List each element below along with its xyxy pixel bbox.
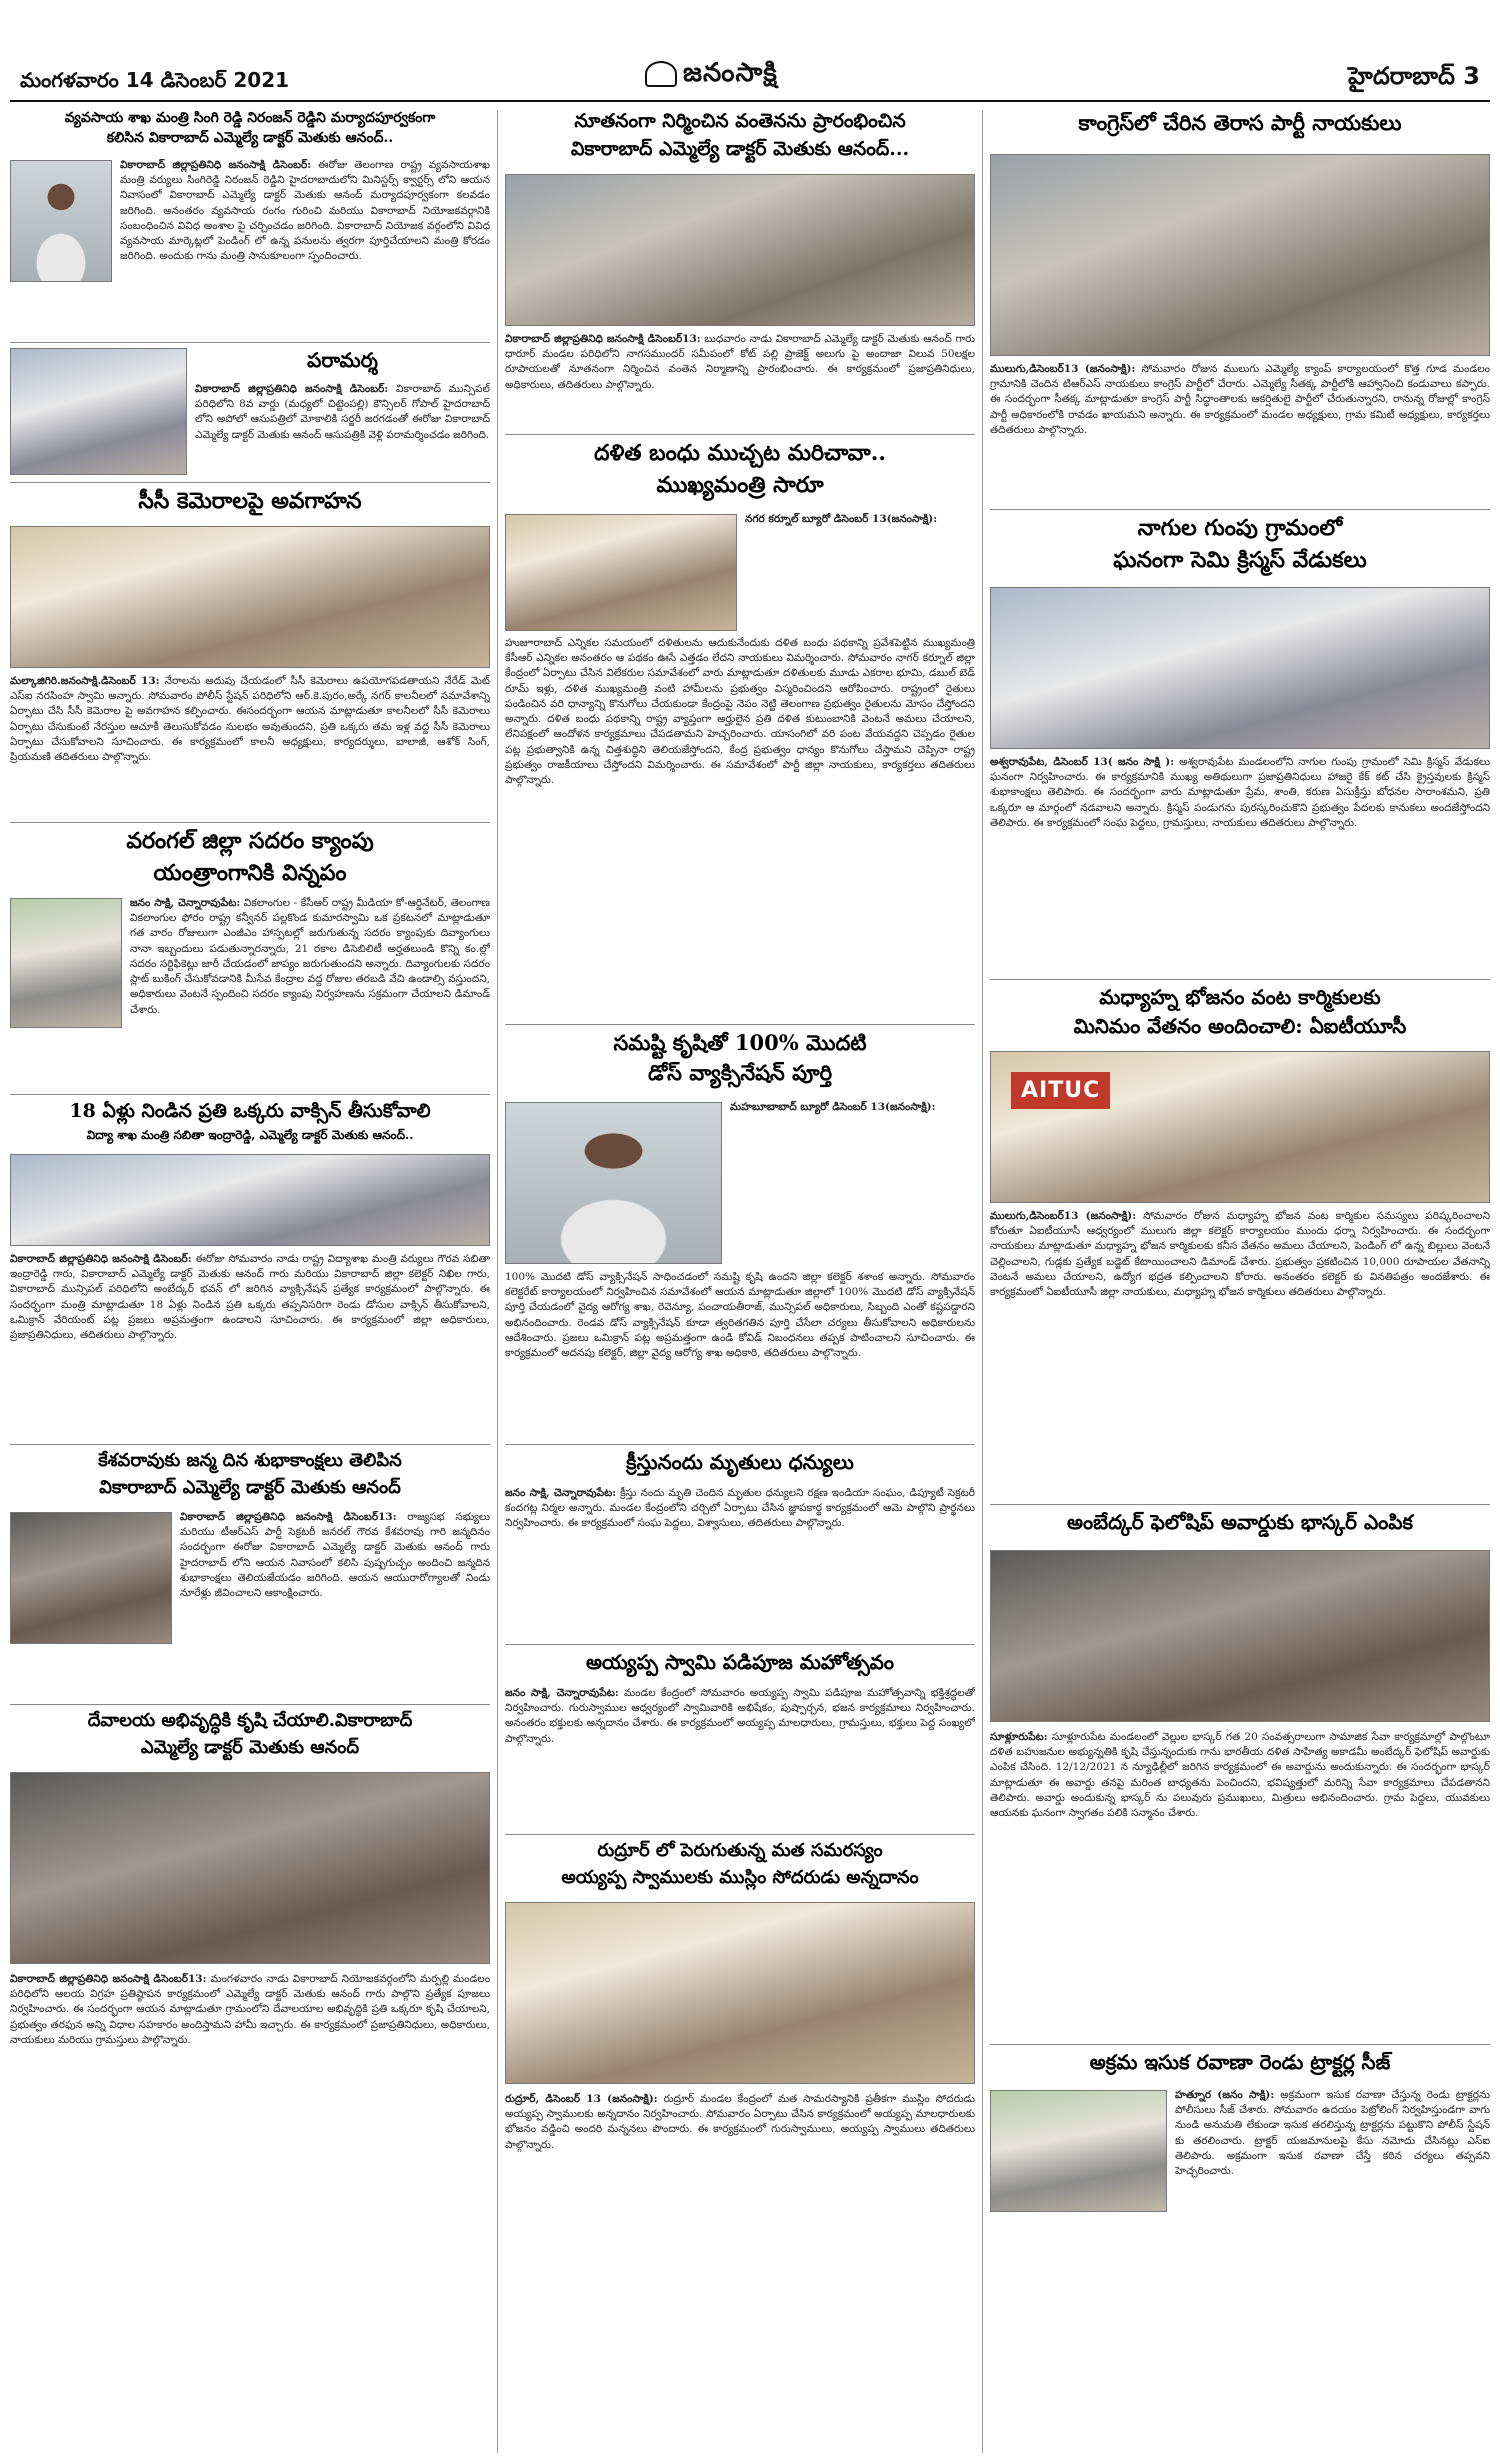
article-title-line2: మినిమం వేతనం అందించాలి: ఏఐటీయూసీ — [1073, 1014, 1407, 1038]
article-semi-christmas — [990, 515, 1490, 975]
article-text: మంగళవారం నాడు వికారాబాద్ నియోజకవర్గంలోని మర్పల్లి మండలం పరిధిలోని ఆలయ విగ్రహ ప్రతిష్ఠాపన కార్యక్రమంలో ఎమ్మెల్యే డాక్టర్ మెతుకు ఆనంద్ గారు పాల్గొని ప్రత్యేక పూజలు నిర్వహించారు. ఈ సందర్భంగా ఆయన మాట్లాడుతూ గ్రామంలోని దేవాలయాల అభివృద్ధికి ప్రతి ఒక్కరూ కృషి చేయాలని, ప్రభుత్వం తరఫున అన్ని విధాల సహకారం అందిస్తామని హామీ ఇచ్చారు. ఈ కార్యక్రమంలో ప్రజాప్రతినిధులు, అధికారులు, నాయకులు మరియు గ్రామస్తులు పాల్గొన్నారు. — [10, 1973, 490, 2046]
article-title-line1: దళిత బంధు ముచ్చట మరిచావా.. — [593, 440, 887, 466]
article-title-line1: సమష్టి కృషితో 100% మొదటి — [613, 1030, 867, 1055]
article-body — [1175, 2088, 1490, 2268]
article-cc-cameras — [10, 488, 490, 818]
page-number: 3 — [1463, 62, 1480, 90]
column-right — [990, 110, 1490, 2453]
dateline: ములుగు,డిసెంబర్13 (జనంసాక్షి): — [990, 363, 1136, 375]
article-body — [505, 2092, 975, 2212]
article-text: అక్రమంగా ఇసుక రవాణా చేస్తున్న రెండు ట్రాక్టర్లను పోలీసులు సీజ్ చేశారు. సోమవారం ఉదయం పెట్రోలింగ్ నిర్వహిస్తుండగా వాగు నుండి అనుమతి లేకుండా ఇసుక తరలిస్తున్న ట్రాక్టర్లను పట్టుకొని పోలీస్ స్టేషన్ కు తరలించారు. ట్రాక్టర్ యజమానులపై కేసు నమోదు చేసినట్లు ఎస్ఐ తెలిపారు. అక్రమంగా ఇసుక రవాణా చేస్తే కఠిన చర్యలు తప్పవని హెచ్చరించారు. — [1175, 2089, 1490, 2178]
article-text: సోమవారం రోజున మధ్యాహ్న భోజన వంట కార్మికుల సమస్యలు పరిష్కరించాలని కోరుతూ ఏఐటీయూసీ ఆధ్వర్యంలో ములుగు జిల్లా కలెక్టర్ కార్యాలయం ముందు ధర్నా నిర్వహించారు. ఈ సందర్భంగా నాయకులు మాట్లాడుతూ మధ్యాహ్న భోజన కార్మికులకు కనీస వేతనం అమలు చేయాలని, పెండింగ్ లో ఉన్న బిల్లులు వెంటనే చెల్లించాలని, గుడ్లకు ప్రత్యేక బడ్జెట్ కేటాయించాలని డిమాండ్ చేశారు. ప్రభుత్వం ప్రకటించిన 10,000 రూపాయల వేతనాన్ని వెంటనే అమలు చేయాలని, ఉద్యోగ భద్రత కల్పించాలని కోరారు. అనంతరం కలెక్టర్ కు వినతిపత్రం అందజేశారు. ఈ కార్యక్రమంలో ఏఐటీయూసీ జిల్లా నాయకులు, మధ్యాహ్న భోజన కార్మికులు తదితరులు పాల్గొన్నారు. — [990, 1210, 1490, 1299]
article-title-line1: రుద్రూర్ లో పెరుగుతున్న మత సమరస్యం — [597, 1840, 883, 1861]
article-photo — [990, 1051, 1490, 1203]
dateline: అశ్వరావుపేట, డిసెంబర్ 13( జనం సాక్షి ): — [990, 756, 1175, 768]
paper-logo-icon — [645, 61, 677, 87]
article-text: రుద్రూర్ మండల కేంద్రంలో మత సామరస్యానికి ప్రతీకగా ముస్లిం సోదరుడు అయ్యప్ప స్వాములకు అన్నదానం నిర్వహించారు. సోమవారం ఏర్పాటు చేసిన కార్యక్రమంలో అయ్యప్ప మాలధారులకు భోజనం వడ్డించి అందరి మన్ననలు పొందారు. ఈ కార్యక్రమంలో గురుస్వాములు, అయ్యప్ప స్వాములు తదితరులు పాల్గొన్నారు. — [505, 2093, 975, 2151]
article-kicker: వ్యవసాయ శాఖ మంత్రి సింగి రెడ్డి నిరంజన్ రెడ్డిని మర్యాదపూర్వకంగా — [64, 110, 436, 126]
article-text: అశ్వరావుపేట మండలంలోని నాగుల గుంపు గ్రామంలో సెమి క్రిస్మస్ వేడుకలు ఘనంగా నిర్వహించారు. ఈ కార్యక్రమానికి ముఖ్య అతిథులుగా ప్రజాప్రతినిధులు హాజరై కేక్ కట్ చేసి క్రైస్తవులకు క్రిస్మస్ శుభాకాంక్షలు తెలిపారు. ఈ సందర్భంగా వారు మాట్లాడుతూ ప్రేమ, శాంతి, కరుణ ఏసుక్రీస్తు బోధనల సారాంశమని, ప్రతి ఒక్కరూ ఆ మార్గంలో నడవాలని అన్నారు. క్రిస్మస్ పండుగను పురస్కరించుకొని ప్రభుత్వం పేదలకు కానుకలు అందజేస్తోందని తెలిపారు. ఈ కార్యక్రమంలో సంఘ పెద్దలు, గ్రామస్తులు, నాయకులు తదితరులు పాల్గొన్నారు. — [990, 756, 1490, 829]
article-photo — [10, 160, 112, 282]
article-vaccine — [10, 1100, 490, 1440]
article-ambedkar-fellowship — [990, 1510, 1490, 2040]
article-title: 18 ఏళ్లు నిండిన ప్రతి ఒక్కరు వాక్సిన్ తీసుకోవాలి — [69, 1100, 431, 1122]
article-body — [10, 1252, 490, 1438]
article-title: అక్రమ ఇసుక రవాణా రెండు ట్రాక్టర్ల సీజ్ — [1089, 2050, 1391, 2074]
article-title-line1: నూతనంగా నిర్మించిన వంతెనను ప్రారంభించిన — [574, 110, 906, 132]
article-photo — [10, 1512, 172, 1644]
article-text: క్రీస్తు నందు మృతి చెందిన మృతుల ధన్యులని రక్షణ ఇండియా సంఘం, డిప్యూటీ సెక్రటరీ కందగట్ల నిర్మల అన్నారు. మండల కేంద్రంలోని చర్చిలో ఏర్పాటు చేసిన జ్ఞాపకార్థ కార్యక్రమంలో ఆమె పాల్గొని ప్రార్థనలు నిర్వహించారు. ఈ కార్యక్రమంలో సంఘ పెద్దలు, విశ్వాసులు, తదితరులు పాల్గొన్నారు. — [505, 1487, 975, 1530]
article-title: కలిసిన వికారాబాద్ ఎమ్మెల్యే డాక్టర్ మెతుకు ఆనంద్.. — [106, 129, 394, 146]
article-sadaram-camp — [10, 828, 490, 1090]
dateline: మల్కాజిగిరి.జనంసాక్షి.డిసెంబర్ 13: — [10, 675, 160, 687]
edition-and-page — [1348, 62, 1480, 96]
paper-name — [645, 58, 778, 94]
article-title-line2: ముఖ్యమంత్రి సారూ — [656, 471, 824, 498]
dateline: వికారాబాద్ జిల్లాప్రతినిధి జనంసాక్షి డిసెంబర్13: — [505, 333, 701, 345]
divider — [10, 342, 490, 343]
aituc-banner: AITUC — [1011, 1072, 1110, 1109]
article-bridge-inauguration — [505, 110, 975, 430]
article-title-line1: దేవాలయ అభివృద్ధికి కృషి చేయాలి.వికారాబాద్ — [87, 1710, 413, 1731]
article-text: ఈరోజు తెలంగాణ రాష్ట్ర వ్యవసాయశాఖ మంత్రి వర్యులు సింగిరెడ్డి నిరంజన్ రెడ్డిని హైదరాబాదులోని మినిస్టర్స్ క్వార్టర్స్ లోని ఆయన నివాసంలో వికారాబాద్ ఎమ్మెల్యే డాక్టర్ మెతుకు ఆనంద్ మర్యాదపూర్వకంగా కలవడం జరిగింది. అనంతరం వ్యవసాయ రంగం గురించి మరియు వికారాబాద్ నియోజకవర్గానికి సంబంధించిన వివిధ అంశాల పై చర్చించడం జరిగింది. వికారాబాద్ నియోజక వర్గంలోని వివిధ వ్యవసాయ మార్కెట్లలో పెండింగ్ లో ఉన్న పనులను త్వరగా పూర్తిచేయాలని మంత్రి కోరడం జరిగింది. అందుకు గాను మంత్రి సానుకూలంగా స్పందించారు. — [120, 159, 490, 263]
column-rule — [497, 110, 498, 2453]
article-text: హుజూరాబాద్ ఎన్నికల సమయంలో దళితులను ఆదుకునేందుకు దళిత బంధు పథకాన్ని ప్రవేశపెట్టిన ముఖ్యమంత్రి కేసీఆర్ ఎన్నికల అనంతరం ఆ పథకం ఊసే ఎత్తడం లేదని నాయకులు విమర్శించారు. సోమవారం నాగర్ కర్నూల్ జిల్లా కేంద్రంలో ఏర్పాటు చేసిన విలేకరుల సమావేశంలో వారు మాట్లాడుతూ దళితులకు మూడు ఎకరాల భూమి, డబుల్ బెడ్ రూమ్ ఇళ్లు, దళిత ముఖ్యమంత్రి వంటి హామీలను ప్రభుత్వం విస్మరించిందని ఆరోపించారు. రాష్ట్రంలో రైతులు పండించిన వరి ధాన్యాన్ని కొనుగోలు చేయకుండా కేంద్రంపై నెపం నెట్టి తెలంగాణ ప్రభుత్వం రైతులను మోసం చేస్తోందని అన్నారు. దళిత బంధు పథకాన్ని రాష్ట్ర వ్యాప్తంగా అర్హులైన ప్రతి దళిత కుటుంబానికి వెంటనే అమలు చేయాలని, లేనిపక్షంలో ఆందోళన కార్యక్రమాలు చేపడతామని హెచ్చరించారు. యాసంగిలో వరి పంట వేయవద్దని చెప్పడం రైతుల పట్ల ప్రభుత్వానికి ఉన్న చిత్తశుద్ధిని తెలియజేస్తోందని, కేంద్ర ప్రభుత్వం ధాన్యం కొనుగోలు చేస్తామని చెప్పినా రాష్ట్ర ప్రభుత్వం రాజకీయాలు చేస్తోందని విమర్శించారు. ఈ సమావేశంలో పార్టీ జిల్లా నాయకులు, కార్యకర్తలు తదితరులు పాల్గొన్నారు. — [505, 637, 975, 786]
dateline: ములుగు,డిసెంబర్13 (జనంసాక్షి): — [990, 1210, 1137, 1222]
article-title-line1: మధ్యాహ్న భోజనం వంట కార్మికులకు — [1099, 985, 1381, 1009]
article-ayyappa-padipuja — [505, 1650, 975, 1830]
divider — [505, 1834, 975, 1835]
article-text: ఈరోజు సోమవారం నాడు రాష్ట్ర విద్యాశాఖ మంత్రి వర్యులు గౌరవ సబితా ఇంద్రారెడ్డి గారు, వికారాబాద్ ఎమ్మెల్యే డాక్టర్ మెతుకు ఆనంద్ గారు మరియు వికారాబాద్ జిల్లా కలెక్టర్ నిఖిల గారు, వికారాబాద్ మున్సిపల్ పరిధిలోని అంబేద్కర్ భవన్ లో జరిగిన వ్యాక్సినేషన్ ప్రత్యేక కార్యక్రమంలో పాల్గొన్నారు. ఈ సందర్భంగా మంత్రి మాట్లాడుతూ 18 ఏళ్లు నిండిన ప్రతి ఒక్కరు తప్పనిసరిగా రెండు డోసుల వాక్సిన్ తీసుకోవాలని, ఒమిక్రాన్ వేరియంట్ పట్ల ప్రజలు అప్రమత్తంగా ఉండాలని సూచించారు. ఈ కార్యక్రమంలో జిల్లా అధికారులు, ప్రజాప్రతినిధులు, తదితరులు పాల్గొన్నారు. — [10, 1253, 490, 1342]
divider — [990, 1504, 1490, 1505]
dateline: వికారాబాద్ జిల్లాప్రతినిధి జనంసాక్షి డిసెంబర్: — [120, 159, 312, 171]
article-photo — [990, 154, 1490, 356]
article-body — [195, 382, 490, 476]
masthead-rule — [10, 100, 1490, 102]
article-body-intro — [745, 512, 975, 632]
article-temple-development — [10, 1710, 490, 2450]
divider — [990, 509, 1490, 510]
article-photo — [505, 1102, 722, 1264]
divider — [10, 1094, 490, 1095]
article-text: రాజ్యసభ సభ్యులు మరియు టీఆర్ఎస్ పార్టీ సెక్రటరీ జనరల్ గౌరవ కేశవరావు గారి జన్మదినం సందర్భంగా ఈరోజు వికారాబాద్ ఎమ్మెల్యే డాక్టర్ మెతుకు ఆనంద్ గారు హైదరాబాద్ లోని ఆయన నివాసంలో కలిసి పుష్పగుచ్ఛం అందించి జన్మదిన శుభాకాంక్షలు తెలియజేయడం జరిగింది. ఆయన ఆయురారోగ్యాలతో నిండు నూరేళ్లు జీవించాలని ఆకాంక్షించారు. — [180, 1511, 490, 1600]
article-photo — [505, 1902, 975, 2084]
divider — [505, 1024, 975, 1025]
dateline: వికారాబాద్ జిల్లాప్రతినిధి జనంసాక్షి డిసెంబర్: — [10, 1253, 192, 1265]
divider — [505, 434, 975, 435]
article-title: క్రీస్తునందు మృతులు ధన్యులు — [626, 1450, 854, 1474]
article-body — [990, 1209, 1490, 1497]
article-title-line1: వరంగల్ జిల్లా సదరం క్యాంపు — [126, 828, 374, 854]
article-body — [180, 1510, 490, 1698]
article-aituc-midday-meal — [990, 985, 1490, 1500]
article-title: అంబేద్కర్ ఫెలోషిప్ అవార్డుకు భాస్కర్ ఎంపిక — [1067, 1510, 1413, 1534]
article-photo — [990, 1550, 1490, 1722]
dateline: జనం సాక్షి, చెన్నారావుపేట: — [505, 1487, 617, 1499]
article-text: మండల కేంద్రంలో సోమవారం అయ్యప్ప స్వామి పడిపూజ మహోత్సవాన్ని భక్తిశ్రద్ధలతో నిర్వహించారు. గురుస్వాముల ఆధ్వర్యంలో స్వామివారికి అభిషేకం, పుష్పార్చన, భజన కార్యక్రమాలు నిర్వహించారు. అనంతరం భక్తులకు అన్నదానం చేశారు. ఈ కార్యక్రమంలో అయ్యప్ప మాలధారులు, గ్రామస్తులు, భక్తులు పెద్ద సంఖ్యలో పాల్గొన్నారు. — [505, 1687, 975, 1745]
article-photo — [10, 526, 490, 668]
divider — [990, 979, 1490, 980]
article-body-intro — [730, 1100, 975, 1265]
article-title-line2: ఎమ్మెల్యే డాక్టర్ మెతుకు ఆనంద్ — [140, 1736, 360, 1758]
divider — [10, 822, 490, 823]
article-title-line2: ఘనంగా సెమి క్రిస్మస్ వేడుకలు — [1113, 546, 1367, 573]
dateline: వికారాబాద్ జిల్లాప్రతినిధి జనంసాక్షి డిసెంబర్13: — [180, 1511, 397, 1523]
article-body — [990, 362, 1490, 502]
divider — [505, 1444, 975, 1445]
article-photo — [505, 514, 737, 631]
article-title-line2: డోస్ వ్యాక్సినేషన్ పూర్తి — [647, 1060, 833, 1086]
article-congress-joining — [990, 110, 1490, 505]
dateline: సూళ్లూరుపేట: — [990, 1731, 1048, 1743]
article-body — [990, 755, 1490, 973]
divider — [10, 482, 490, 483]
paper-name-text: జనంసాక్షి — [683, 58, 778, 88]
article-body — [990, 1730, 1490, 2036]
article-photo — [10, 348, 187, 475]
article-text: సోమవారం రోజున ములుగు ఎమ్మెల్యే క్యాంప్ కార్యాలయంలో కొత్త గూడ మండలం గ్రామానికి చెందిన టిఆర్ఎస్ నాయకులు కాంగ్రెస్ పార్టీలో చేరారు. ఎమ్మెల్యే సీతక్క పార్టీలోకి ఆహ్వానించి కండువాలు కప్పారు. ఈ సందర్భంగా సీతక్క మాట్లాడుతూ కాంగ్రెస్ పార్టీ సిద్ధాంతాలకు ఆకర్షితులై పార్టీలో చేరుతున్నారని, రానున్న రోజుల్లో కాంగ్రెస్ పార్టీ అధికారంలోకి రావడం ఖాయమని అన్నారు. ఈ కార్యక్రమంలో మండల అధ్యక్షులు, గ్రామ కమిటీ అధ్యక్షులు, కార్యకర్తలు తదితరులు పాల్గొన్నారు. — [990, 363, 1490, 436]
article-title-line2: వికారాబాద్ ఎమ్మెల్యే డాక్టర్ మెతుకు ఆనంద్... — [570, 137, 910, 160]
dateline: వికారాబాద్ జిల్లాప్రతినిధి జనంసాక్షి డిసెంబర్: — [195, 383, 389, 395]
article-body — [120, 158, 490, 338]
article-body — [10, 674, 490, 814]
article-photo — [10, 1154, 490, 1246]
article-photo — [990, 587, 1490, 749]
article-text: 100% మొదటి డోస్ వ్యాక్సినేషన్ సాధించడంలో సమష్టి కృషి ఉందని జిల్లా కలెక్టర్ శశాంక అన్నారు. సోమవారం కలెక్టరేట్ కార్యాలయంలో నిర్వహించిన సమావేశంలో ఆయన మాట్లాడుతూ జిల్లాలో 100% మొదటి డోస్ వ్యాక్సినేషన్ పూర్తి చేయడంలో వైద్య ఆరోగ్య శాఖ, రెవెన్యూ, పంచాయతీరాజ్, మున్సిపల్ అధికారులు, సిబ్బంది ఎంతో కష్టపడ్డారని అభినందించారు. రెండవ డోస్ వ్యాక్సినేషన్ కూడా త్వరితగతిన పూర్తి చేసేలా చర్యలు తీసుకోవాలని అధికారులను ఆదేశించారు. ప్రజలు ఒమిక్రాన్ పట్ల అప్రమత్తంగా ఉండి కోవిడ్ నిబంధనలు తప్పక పాటించాలని సూచించారు. ఈ కార్యక్రమంలో అదనపు కలెక్టర్, జిల్లా వైద్య ఆరోగ్య శాఖ అధికారి, తదితరులు పాల్గొన్నారు. — [505, 1271, 975, 1360]
column-rule — [982, 110, 983, 2453]
article-title: పరామర్శ — [307, 348, 378, 372]
dateline: వికారాబాద్ జిల్లాప్రతినిధి జనంసాక్షి డిసెంబర్13: — [10, 1973, 207, 1985]
article-text: వికారాబాద్ మున్సిపల్ పరిధిలోని 8వ వార్డు (మధ్యలో చిట్టెంపల్లి) కౌన్సిలర్ గోపాల్ హైదరాబాద్ లోని అపోలో ఆసుపత్రిలో మోకాలికి సర్జరీ జరగడంతో ఈరోజు వికారాబాద్ ఎమ్మెల్యే డాక్టర్ మెతుకు ఆనంద్ ఆసుపత్రికి వెళ్లి పరామర్శించడం జరిగింది. — [195, 383, 490, 441]
edition-city: హైదరాబాద్ — [1348, 62, 1455, 90]
article-photo — [10, 898, 122, 1028]
article-text: బుధవారం నాడు వికారాబాద్ ఎమ్మెల్యే డాక్టర్ మెతుకు ఆనంద్ గారు ధారూర్ మండల పరిధిలోని నాగసముందర్ సమీపంలో కోట్ పల్లి ప్రాజెక్ట్ అలుగు పై అందాజా విలువ 50లక్షల రూపాయలతో నూతనంగా నిర్మించిన వంతెన నిర్మాణాన్ని ప్రారంభించారు. ఈ కార్యక్రమంలో ప్రజాప్రతినిధులు, అధికారులు, తదితరులు పాల్గొన్నారు. — [505, 333, 975, 391]
divider — [10, 1704, 490, 1705]
dateline: జనం సాక్షి, చెన్నారావుపేట: — [505, 1687, 619, 1699]
article-title: కాంగ్రెస్‌లో చేరిన తెరాస పార్టీ నాయకులు — [1078, 110, 1402, 135]
divider — [505, 1644, 975, 1645]
article-body — [130, 896, 490, 1088]
article-photo — [10, 1772, 490, 1964]
article-body — [10, 1972, 490, 2132]
article-body — [505, 332, 975, 428]
article-photo — [990, 2090, 1167, 2212]
dateline: మహబూబాబాద్ బ్యూరో డిసెంబర్ 13(జనంసాక్షి): — [730, 1101, 936, 1113]
article-body — [505, 636, 975, 1018]
article-text: సూళ్లూరుపేట మండలంలో వెల్లుల భాస్కర్ గత 20 సంవత్సరాలుగా సామాజిక సేవా కార్యక్రమాల్లో పాల్గొంటూ దళిత బహుజనుల అభ్యున్నతికి కృషి చేస్తున్నందుకు గాను భారతీయ దళిత సాహిత్య అకాడమీ అంబేద్కర్ ఫెలోషిప్ అవార్డుకు ఎంపిక చేసింది. 12/12/2021 న న్యూఢిల్లీలో జరిగిన కార్యక్రమంలో ఈ అవార్డును అందుకున్నారు. ఈ సందర్భంగా భాస్కర్ మాట్లాడుతూ ఈ అవార్డు తనపై మరింత బాధ్యతను పెంచిందని, భవిష్యత్తులో మరిన్ని సేవా కార్యక్రమాలు చేపడతానని తెలిపారు. అవార్డు అందుకున్న భాస్కర్ ను పలువురు ప్రముఖులు, మిత్రులు అభినందించారు. గ్రామ పెద్దలు, యువకులు ఆయనకు ఘనంగా స్వాగతం పలికి సన్మానం చేశారు. — [990, 1731, 1490, 1820]
article-photo — [505, 174, 975, 326]
article-title: సీసీ కెమెరాలపై అవగాహన — [138, 488, 362, 514]
issue-date: మంగళవారం 14 డిసెంబర్ 2021 — [20, 68, 290, 92]
column-left — [10, 110, 490, 2453]
article-first-dose-vaccination — [505, 1030, 975, 1440]
article-text: నేరాలను అదుపు చేయడంలో సీసీ కెమెరాలు ఉపయోగపడతాయని నేరేడ్ మెట్ ఎస్ఐ నరసింహ స్వామి అన్నారు. సోమవారం పోలీస్ స్టేషన్ పరిధిలోని ఆర్.కె.పురం,అర్కే నగర్ కాలనీలలో సమావేశాన్ని ఏర్పాటు చేసి సీసీ కెమెరాల పై అవగాహన కల్పించారు. ఈసందర్భంగా ఆయన మాట్లాడుతూ కాలనీలలో సీసీ కెమెరాలు ఏర్పాటు చేసుకుంటే నేరస్తుల ఆచూకీ తెలుసుకోవడం సులభం అవుతుందని, ప్రతి ఒక్కరు తమ ఇళ్ల వద్ద సీసీ కెమెరాలు ఏర్పాటు చేసుకోవాలని సూచించారు. ఈ కార్యక్రమంలో కాలనీ అధ్యక్షులు, కార్యదర్శులు, బాలాజీ, ఆశోక్ సింగ్, ప్రియమణి తదితరులు పాల్గొన్నారు. — [10, 675, 490, 764]
article-rudrur-harmony — [505, 1840, 975, 2450]
article-body — [505, 1686, 975, 1826]
article-title-line2: వికారాబాద్ ఎమ్మెల్యే డాక్టర్ మెతుకు ఆనంద్ — [99, 1476, 401, 1498]
masthead — [0, 0, 1500, 100]
divider — [990, 2044, 1490, 2045]
article-title-line2: అయ్యప్ప స్వాములకు ముస్లిం సోదరుడు అన్నదానం — [561, 1866, 919, 1888]
dateline: నగర కర్నూల్ బ్యూరో డిసెంబర్ 13(జనంసాక్షి): — [745, 513, 938, 525]
article-title: అయ్యప్ప స్వామి పడిపూజ మహోత్సవం — [585, 1650, 895, 1674]
article-minister-meeting — [10, 110, 490, 340]
column-middle — [505, 110, 975, 2453]
article-title-line1: నాగుల గుంపు గ్రామంలో — [1137, 515, 1343, 541]
article-body — [505, 1486, 975, 1636]
article-dalitha-bandhu — [505, 440, 975, 1020]
article-christian-memorial — [505, 1450, 975, 1640]
article-subtitle: విద్యా శాఖ మంత్రి సబితా ఇంద్రారెడ్డి, ఎమ్మెల్యే డాక్టర్ మెతుకు ఆనంద్.. — [86, 1127, 414, 1142]
article-birthday-wishes — [10, 1450, 490, 1700]
article-paramarsha — [10, 348, 490, 478]
article-text: వికలాంగుల - కేసీఆర్ రాష్ట్ర మీడియా కో-ఆర్డినేటర్, తెలంగాణ వికలాంగుల ఫోరం రాష్ట్ర కన్వీనర్ పల్లకొండ కుమారస్వామి ఒక ప్రకటనలో మాట్లాడుతూ గత వారం రోజులుగా ఎంజీఎం హాస్పటల్లో జరుగుతున్న సదరం క్యాంపుకు దివ్యాంగులు నానా ఇబ్బందులు పడుతున్నారన్నారు, 21 రకాల డిసెబిలిటీ అర్హతలుండి కొన్ని కం.ల్లో సదరం సర్టిఫికెట్లు జారీ చేయడంలో జాప్యం జరుగుతుందని అన్నారు. దివ్యాంగులకు సదరం స్లాట్ బుకింగ్ చేసుకోవడానికి మీసేవ కేంద్రాల వద్ద రోజుల తరబడి వేచి ఉండాల్సి వస్తుందని, అధికారులు వెంటనే స్పందించి సదరం క్యాంపు నిర్వహణను సక్రమంగా చేయాలని డిమాండ్ చేశారు. — [130, 897, 490, 1016]
dateline: రుద్రూర్, డిసెంబర్ 13 (జనంసాక్షి): — [505, 2093, 658, 2105]
article-title-line1: కేశవరావుకు జన్మ దిన శుభాకాంక్షలు తెలిపిన — [98, 1450, 402, 1471]
dateline: జనం సాక్షి, చెన్నారావుపేట: — [130, 897, 241, 909]
divider — [10, 1444, 490, 1445]
article-sand-tractors-seized — [990, 2050, 1490, 2440]
article-body — [505, 1270, 975, 1438]
article-title-line2: యంత్రాంగానికి విన్నపం — [153, 859, 347, 886]
dateline: హత్నూర (జనం సాక్షి): — [1175, 2089, 1275, 2101]
